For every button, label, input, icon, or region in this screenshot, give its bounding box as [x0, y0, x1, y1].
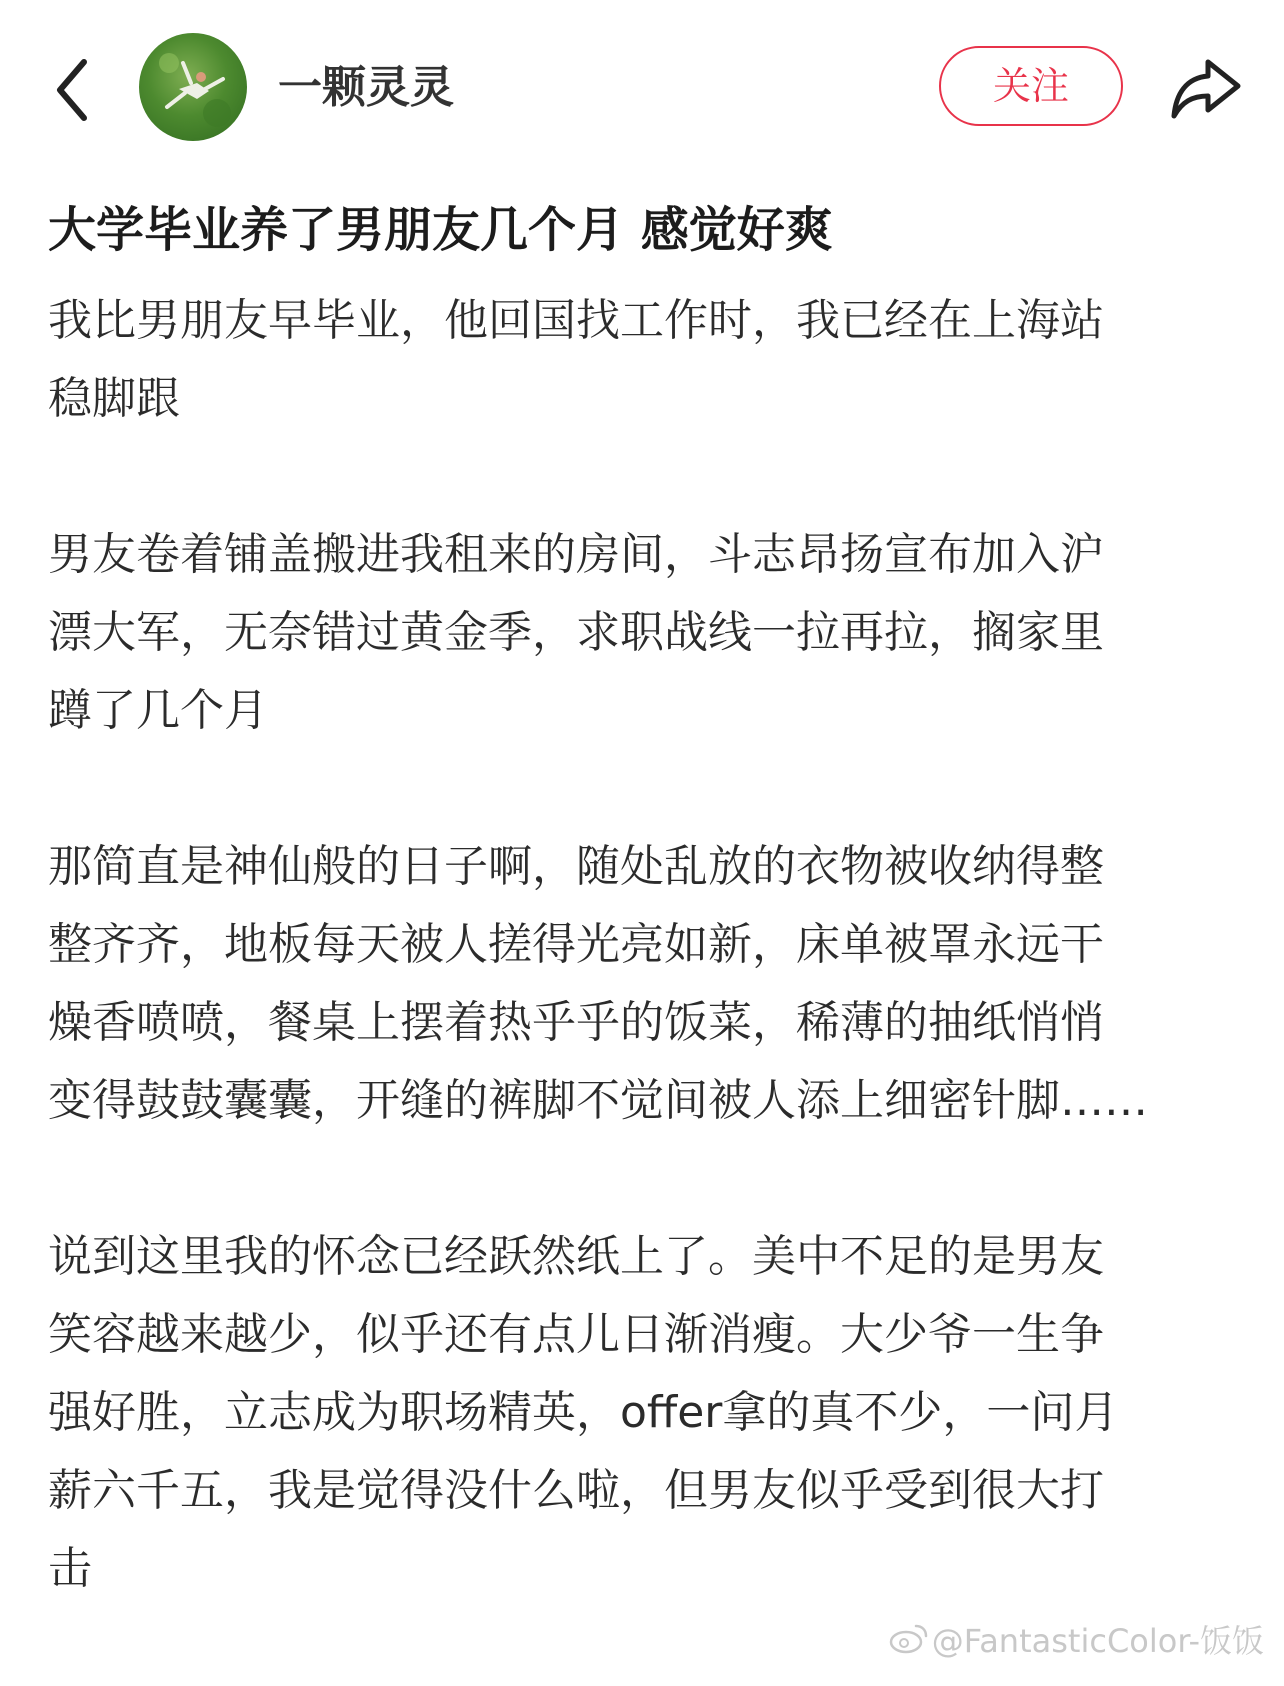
paragraph: 男友卷着铺盖搬进我租来的房间，斗志昂扬宣布加入沪 漂大军，无奈错过黄金季，求职战线一拉再拉，搁家里 蹲了几个月: [48, 529, 1104, 736]
share-arrow-icon: [1168, 54, 1244, 124]
follow-button[interactable]: 关注: [939, 46, 1123, 126]
avatar-image: [139, 33, 247, 141]
top-bar: [0, 0, 1284, 178]
watermark-text: @FantasticColor-饭饭: [931, 1622, 1264, 1660]
watermark: [888, 1619, 1264, 1665]
back-button[interactable]: [48, 52, 98, 128]
author-name[interactable]: 一颗灵灵: [278, 62, 454, 113]
chevron-left-icon: [48, 52, 98, 128]
avatar[interactable]: [139, 33, 247, 141]
paragraph: 那简直是神仙般的日子啊，随处乱放的衣物被收纳得整 整齐齐，地板每天被人搓得光亮如新，床单被罩永远干 燥香喷喷，餐桌上摆着热乎乎的饭菜，稀薄的抽纸悄悄 变得鼓鼓囊囊，开缝的裤脚不觉间被人添上细密针脚……: [48, 841, 1148, 1126]
post-body: [48, 282, 1238, 1686]
paragraph: 我比男朋友早毕业，他回国找工作时，我已经在上海站 稳脚跟: [48, 295, 1104, 424]
paragraph: 说到这里我的怀念已经跃然纸上了。美中不足的是男友 笑容越来越少，似乎还有点儿日渐消瘦。大少爷一生争 强好胜，立志成为职场精英，offer拿的真不少，一问月 薪六千五，我是觉得没什么啦，但男友似乎受到很大打 击: [48, 1231, 1119, 1594]
weibo-icon: [888, 1621, 928, 1665]
post-title: 大学毕业养了男朋友几个月 感觉好爽: [48, 202, 833, 258]
share-button[interactable]: [1168, 54, 1244, 124]
